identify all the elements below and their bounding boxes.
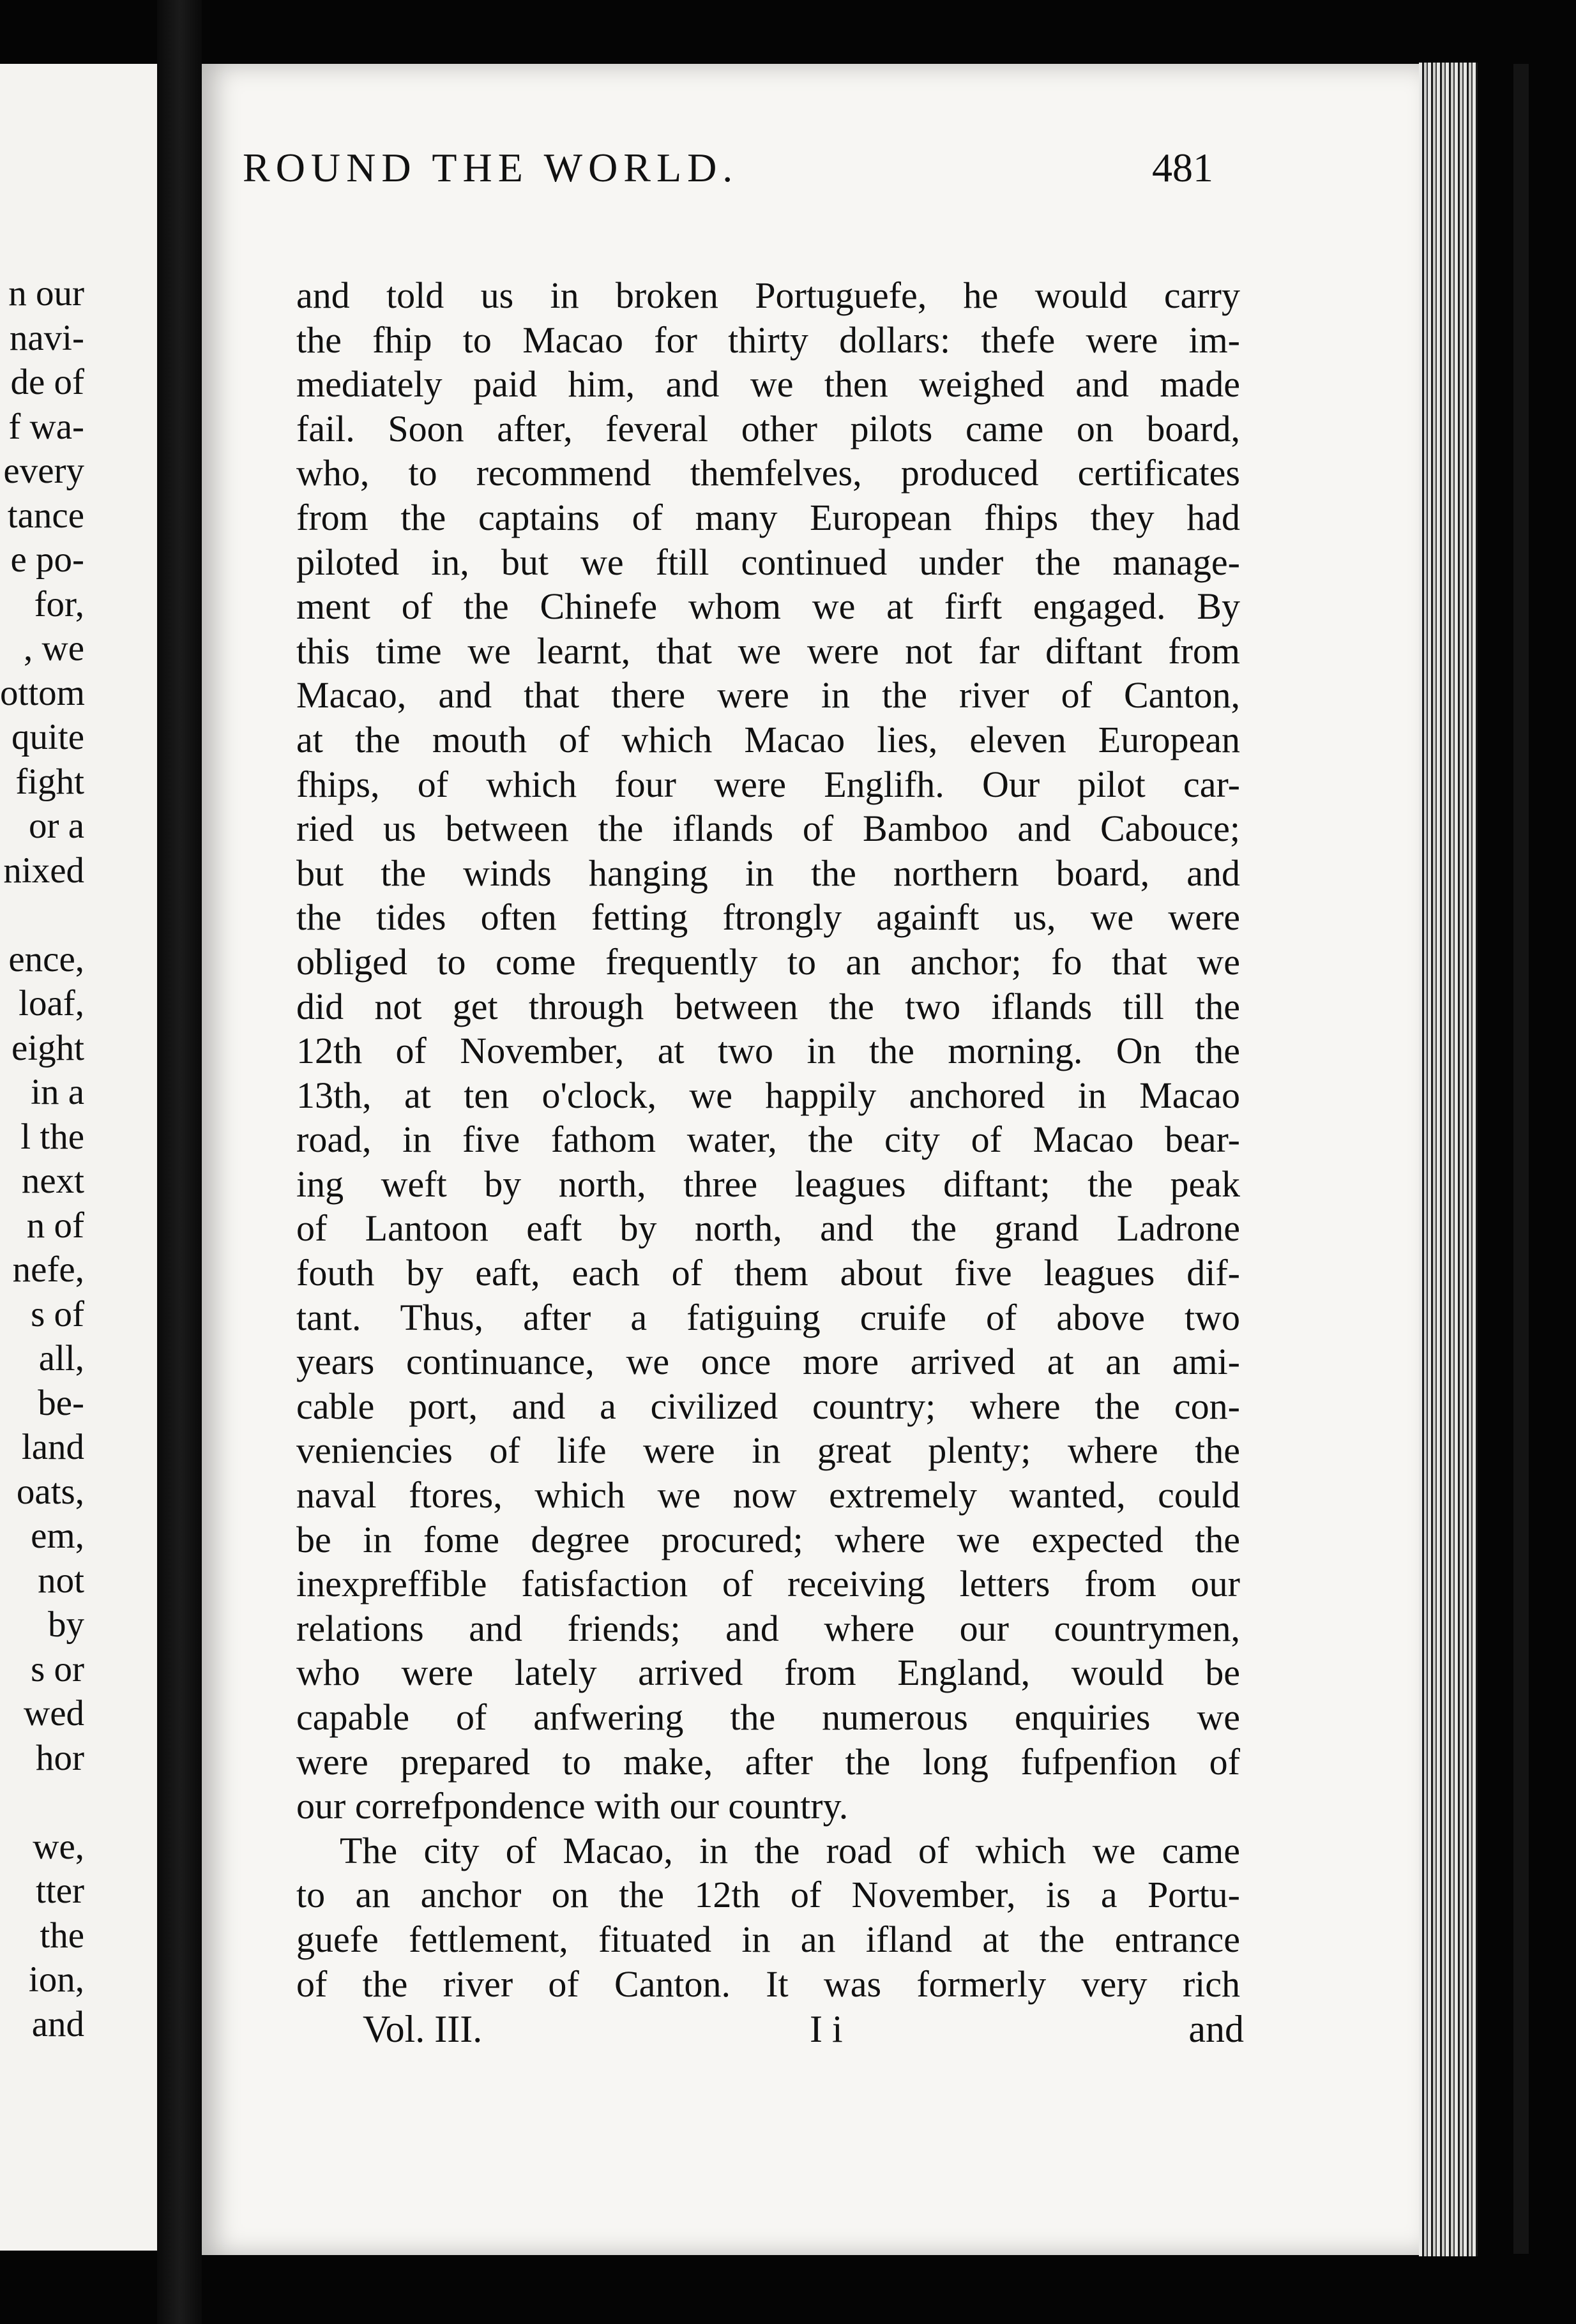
text-line: ried us between the iflands of Bamboo and Cabouce; [296, 808, 1240, 850]
previous-page-line: all, [38, 1338, 84, 1378]
previous-page-line: quite [11, 717, 84, 757]
text-line: to an anchor on the 12th of November, is a Portu- [296, 1874, 1240, 1916]
catchword: and [1188, 2008, 1244, 2050]
previous-page-line: oats, [16, 1471, 84, 1512]
text-line: 13th, at ten o'clock, we happily anchored in Macao [296, 1074, 1240, 1116]
previous-page-line: by [48, 1604, 84, 1645]
text-line: relations and friends; and where our countrymen, [296, 1607, 1240, 1649]
previous-page-line: loaf, [19, 983, 84, 1023]
text-line: fhips, of which four were Englifh. Our pilot car- [296, 763, 1240, 805]
previous-page-line: we, [33, 1826, 84, 1867]
text-line: ing weft by north, three leagues diftant; the peak [296, 1163, 1240, 1205]
text-line: at the mouth of which Macao lies, eleven European [296, 718, 1240, 760]
text-line: veniencies of life were in great plenty; where the [296, 1430, 1240, 1472]
previous-page-line: not [38, 1560, 84, 1601]
text-line: ment of the Chinefe whom we at firft engaged. By [296, 585, 1240, 628]
text-line: the tides often fetting ftrongly againft us, we were [296, 896, 1240, 939]
previous-page-line: every [3, 451, 84, 491]
text-line: fouth by eaft, each of them about five leagues dif- [296, 1252, 1240, 1294]
text-line: did not get through between the two iflands till the [296, 985, 1240, 1027]
text-line: be in fome degree procured; where we expected the [296, 1518, 1240, 1560]
signature-mark: I i [810, 2008, 843, 2050]
previous-page [0, 64, 169, 2251]
previous-page-line: the [40, 1915, 84, 1956]
text-line: cable port, and a civilized country; where the con- [296, 1385, 1240, 1427]
previous-page-line: land [21, 1427, 84, 1467]
text-line: who, to recommend themfelves, produced certificates [296, 452, 1240, 494]
book-gutter [157, 0, 202, 2324]
previous-page-line: ence, [8, 939, 84, 979]
text-line: road, in five fathom water, the city of Macao bear- [296, 1119, 1240, 1161]
previous-page-line: s of [31, 1294, 84, 1334]
previous-page-line: ion, [28, 1959, 84, 2000]
text-line: mediately paid him, and we then weighed and made [296, 363, 1240, 405]
text-line: Macao, and that there were in the river of Canton, [296, 674, 1240, 716]
text-line: naval ftores, which we now extremely wanted, could [296, 1474, 1240, 1516]
previous-page-text [0, 271, 157, 2046]
text-line: The city of Macao, in the road of which we came [340, 1829, 1240, 1871]
previous-page-line: s or [31, 1649, 84, 1689]
text-line: who were lately arrived from England, would be [296, 1652, 1240, 1694]
text-line: and told us in broken Portuguefe, he would carry [296, 275, 1240, 316]
previous-page-line: f wa- [8, 406, 84, 447]
text-line: tant. Thus, after a fatiguing cruife of above two [296, 1296, 1240, 1338]
previous-page-line: and [31, 2003, 84, 2044]
previous-page-line: fight [15, 761, 84, 802]
running-title: ROUND THE WORLD. [243, 145, 739, 190]
previous-page-line: in a [31, 1072, 84, 1112]
previous-page-line: nefe, [12, 1249, 84, 1290]
previous-page-line: navi- [9, 317, 84, 358]
page-number: 481 [1152, 145, 1213, 190]
previous-page-line: tance [7, 495, 84, 536]
previous-page-line: de of [10, 362, 84, 402]
text-line: capable of anfwering the numerous enquiries we [296, 1696, 1240, 1738]
previous-page-line: e po- [10, 540, 84, 580]
previous-page-line: wed [24, 1693, 84, 1733]
text-line: of the river of Canton. It was formerly very rich [296, 1963, 1240, 2005]
text-line: years continuance, we once more arrived at an ami- [296, 1341, 1240, 1383]
previous-page-line: next [21, 1161, 84, 1201]
previous-page-line: em, [31, 1516, 84, 1556]
previous-page-line: , we [24, 628, 84, 668]
text-line: the fhip to Macao for thirty dollars: thefe were im- [296, 319, 1240, 361]
page-footer [363, 2003, 1244, 2055]
text-line: this time we learnt, that we were not far diftant from [296, 630, 1240, 672]
page-edges [1419, 63, 1478, 2256]
previous-page-line: n our [8, 273, 84, 313]
previous-page-line: nixed [3, 850, 84, 891]
text-line: 12th of November, at two in the morning. On the [296, 1030, 1240, 1072]
text-line: fail. Soon after, feveral other pilots came on board, [296, 407, 1240, 449]
text-line: inexpreffible fatisfaction of receiving letters from our [296, 1563, 1240, 1605]
previous-page-line [0, 893, 157, 937]
volume-label: Vol. III. [363, 2008, 483, 2050]
previous-page-line: be- [38, 1382, 84, 1423]
text-line: obliged to come frequently to an anchor; fo that we [296, 940, 1240, 983]
text-line: our correfpondence with our country. [296, 1785, 849, 1827]
cover-strip [1513, 64, 1529, 2254]
previous-page-line: ottom [0, 672, 86, 713]
previous-page-line: hor [36, 1737, 84, 1778]
text-line: of Lantoon eaft by north, and the grand Ladrone [296, 1207, 1240, 1249]
body-text [296, 273, 1240, 2006]
previous-page-line: for, [34, 584, 84, 624]
text-line: piloted in, but we ftill continued under the manage- [296, 541, 1240, 583]
book-cover-edge [1478, 0, 1576, 2324]
text-line: but the winds hanging in the northern board, and [296, 852, 1240, 894]
text-line: were prepared to make, after the long fufpenfion of [296, 1740, 1240, 1783]
previous-page-line: l the [20, 1116, 84, 1157]
previous-page-line: eight [11, 1027, 84, 1068]
running-head [243, 139, 1213, 197]
previous-page-line: tter [36, 1871, 84, 1911]
previous-page-line: n of [26, 1205, 84, 1246]
text-line: guefe fettlement, fituated in an ifland at the entrance [296, 1918, 1240, 1960]
previous-page-line [0, 1780, 157, 1825]
previous-page-line: or a [28, 806, 84, 846]
text-line: from the captains of many European fhips they had [296, 496, 1240, 538]
